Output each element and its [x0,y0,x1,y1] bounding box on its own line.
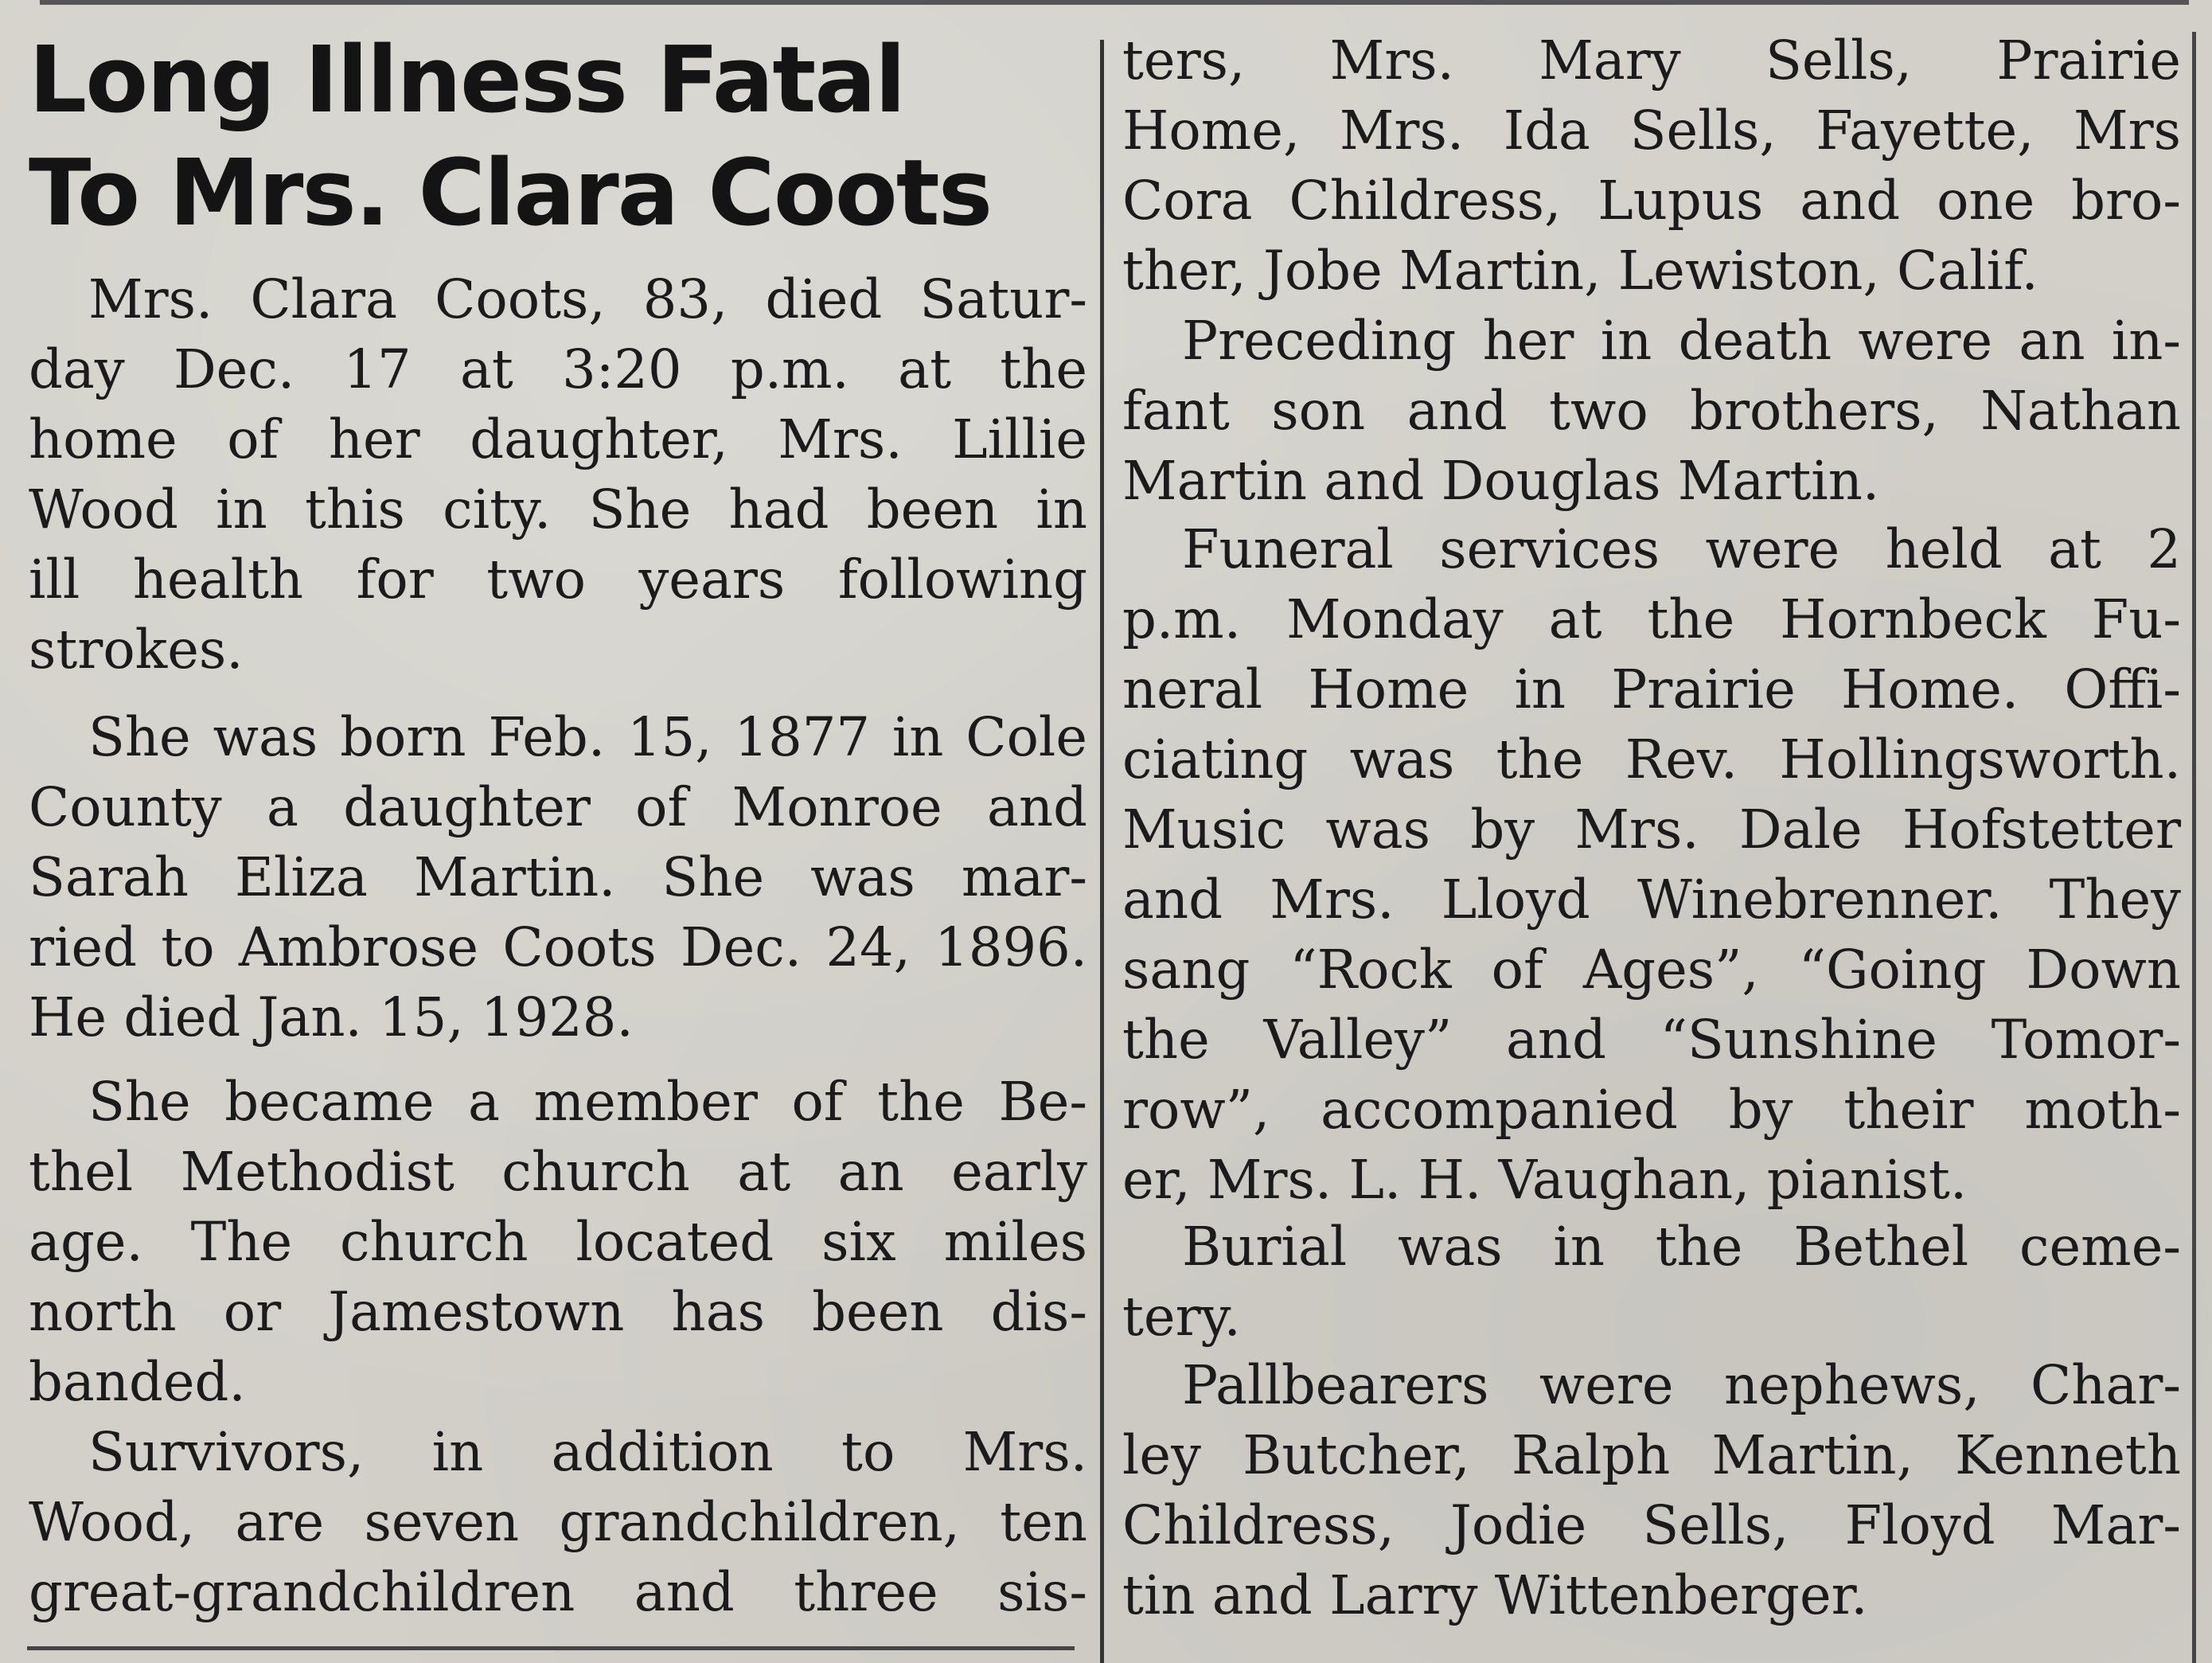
text-line: ley Butcher, Ralph Martin, Kenneth [1122,1424,2181,1486]
text-line: banded. [29,1351,246,1413]
text-line: Wood in this city. She had been in [29,478,1087,541]
text-line: great-grandchildren and three sis- [29,1561,1087,1623]
text-line: Martin and Douglas Martin. [1122,450,1880,512]
text-line: er, Mrs. L. H. Vaughan, pianist. [1122,1149,1968,1211]
text-line: thel Methodist church at an early [29,1141,1087,1203]
text-line: and Mrs. Lloyd Winebrenner. They [1122,869,2181,931]
paragraph-church [29,1067,1087,1417]
text-line: County a daughter of Monroe and [29,776,1087,838]
top-rule [40,0,2189,5]
text-line: tin and Larry Wittenberger. [1122,1564,1868,1626]
text-line: Cora Childress, Lupus and one bro- [1122,170,2181,232]
paragraph-death-notice [29,264,1087,685]
column-divider [1100,40,1104,1663]
text-line: Funeral services were held at 2 [1182,518,2181,580]
text-line: neral Home in Prairie Home. Offi- [1122,658,2181,720]
text-line: Mrs. Clara Coots, 83, died Satur- [88,268,1087,330]
text-line: tery. [1122,1286,1241,1348]
text-line: Sarah Eliza Martin. She was mar- [29,846,1087,908]
text-line: north or Jamestown has been dis- [29,1281,1087,1343]
text-line: Pallbearers were nephews, Char- [1182,1354,2181,1416]
text-line: Survivors, in addition to Mrs. [88,1421,1087,1483]
text-line: Home, Mrs. Ida Sells, Fayette, Mrs [1122,100,2181,162]
paragraph-survivors [29,1417,1087,1627]
paragraph-survivors-cont [1122,25,2181,306]
text-line: row”, accompanied by their moth- [1122,1079,2181,1141]
bottom-rule [27,1646,1075,1650]
paragraph-preceded [1122,306,2181,516]
text-line: He died Jan. 15, 1928. [29,986,634,1048]
text-line: ters, Mrs. Mary Sells, Prairie [1122,29,2181,92]
paragraph-funeral [1122,514,2181,1215]
text-line: Music was by Mrs. Dale Hofstetter [1122,798,2181,861]
text-line: She became a member of the Be- [88,1071,1087,1133]
text-line: sang “Rock of Ages”, “Going Down [1122,939,2181,1001]
text-line: fant son and two brothers, Nathan [1122,380,2181,442]
text-line: She was born Feb. 15, 1877 in Cole [88,706,1087,768]
right-edge-rule [2192,32,2196,1663]
text-line: ried to Ambrose Coots Dec. 24, 1896. [29,916,1087,978]
text-line: Wood, are seven grandchildren, ten [29,1491,1087,1553]
text-line: Preceding her in death were an in- [1182,310,2181,372]
text-line: ther, Jobe Martin, Lewiston, Calif. [1122,240,2038,302]
text-line: the Valley” and “Sunshine Tomor- [1122,1009,2181,1071]
headline-line-2: To Mrs. Clara Coots [29,140,992,247]
headline-line-1: Long Illness Fatal [29,27,905,134]
text-line: strokes. [29,619,244,681]
text-line: home of her daughter, Mrs. Lillie [29,408,1087,470]
paragraph-pallbearers [1122,1350,2181,1630]
text-line: age. The church located six miles [29,1211,1087,1273]
paragraph-burial [1122,1212,2181,1352]
text-line: Childress, Jodie Sells, Floyd Mar- [1122,1494,2181,1556]
text-line: Burial was in the Bethel ceme- [1182,1216,2181,1278]
text-line: day Dec. 17 at 3:20 p.m. at the [29,338,1087,400]
text-line: p.m. Monday at the Hornbeck Fu- [1122,588,2181,650]
text-line: ill health for two years following [29,548,1087,611]
paragraph-birth-marriage [29,702,1087,1052]
text-line: ciating was the Rev. Hollingsworth. [1122,728,2181,791]
